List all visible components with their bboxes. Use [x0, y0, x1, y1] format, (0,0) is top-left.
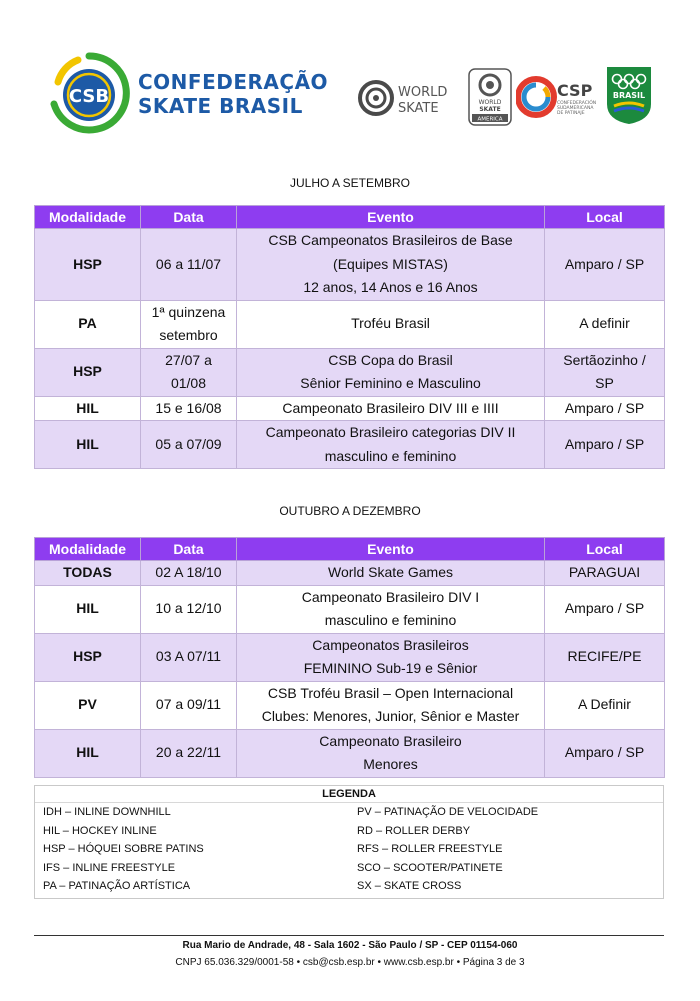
cell-data: 20 a 22/11 — [141, 729, 237, 777]
organization-name — [138, 70, 328, 118]
legend-right-column — [349, 803, 663, 896]
cell-evento: CSB Troféu Brasil – Open Internacional Clubes: Menores, Junior, Sênior e Master — [237, 681, 545, 729]
brasil-text: BRASIL — [612, 91, 646, 100]
cell-evento: Campeonato Brasileiro DIV III e IIII — [237, 396, 545, 421]
world-skate-america-logo-icon — [468, 68, 512, 126]
col-header-evento: Evento — [237, 206, 545, 229]
table-row — [35, 681, 665, 729]
legend-title: LEGENDA — [35, 786, 663, 803]
csp-sub3: DE PATINAJE — [557, 111, 585, 116]
cell-modalidade: HIL — [35, 585, 141, 633]
cell-modalidade: PA — [35, 300, 141, 348]
footer-address: Rua Mario de Andrade, 48 - Sala 1602 - São Paulo / SP - CEP 01154-060 — [182, 940, 518, 951]
cell-local: Amparo / SP — [545, 229, 665, 301]
csp-logo-icon — [516, 72, 606, 122]
table-header-row — [35, 538, 665, 561]
legend-item: PA – PATINAÇÃO ARTÍSTICA — [43, 880, 191, 892]
page-header — [0, 0, 700, 140]
col-header-local: Local — [545, 538, 665, 561]
cell-local: Sertãozinho / SP — [545, 348, 665, 396]
wsa-text-line3: AMERICA — [477, 116, 503, 123]
legend-item: IDH – INLINE DOWNHILL — [43, 806, 171, 818]
cell-evento: Campeonato Brasileiro categorias DIV II masculino e feminino — [237, 421, 545, 469]
cell-evento: CSB Campeonatos Brasileiros de Base (Equipes MISTAS) 12 anos, 14 Anos e 16 Anos — [237, 229, 545, 301]
cell-data: 27/07 a 01/08 — [141, 348, 237, 396]
cell-data: 02 A 18/10 — [141, 561, 237, 586]
legend-item: SCO – SCOOTER/PATINETE — [357, 861, 503, 874]
legend-item: RD – ROLLER DERBY — [357, 824, 471, 837]
col-header-modalidade: Modalidade — [35, 206, 141, 229]
col-header-modalidade: Modalidade — [35, 538, 141, 561]
col-header-data: Data — [141, 538, 237, 561]
table-row — [35, 585, 665, 633]
cell-data: 07 a 09/11 — [141, 681, 237, 729]
section-title-jul-sep: JULHO A SETEMBRO — [289, 176, 411, 190]
cell-modalidade: HIL — [35, 396, 141, 421]
table-header-row — [35, 206, 665, 229]
wsa-text-line2: SKATE — [479, 106, 501, 113]
footer-divider — [34, 935, 664, 936]
cell-modalidade: HSP — [35, 348, 141, 396]
csp-text: CSP — [557, 81, 593, 100]
cell-local: Amparo / SP — [545, 729, 665, 777]
cell-evento: Campeonato Brasileiro DIV I masculino e feminino — [237, 585, 545, 633]
cell-evento: World Skate Games — [237, 561, 545, 586]
schedule-table-jul-sep — [34, 205, 665, 469]
table-row — [35, 633, 665, 681]
org-name-line1: CONFEDERAÇÃO — [138, 70, 329, 94]
legend-item: SX – SKATE CROSS — [357, 880, 462, 892]
cell-modalidade: HSP — [35, 633, 141, 681]
cell-local: A Definir — [545, 681, 665, 729]
legend-item: HSP – HÓQUEI SOBRE PATINS — [43, 843, 204, 855]
table-row — [35, 396, 665, 421]
cell-evento: Campeonato Brasileiro Menores — [237, 729, 545, 777]
cell-data: 03 A 07/11 — [141, 633, 237, 681]
cell-modalidade: HSP — [35, 229, 141, 301]
csp-sub1: CONFEDERACIÓN — [557, 101, 597, 106]
world-skate-logo-icon — [356, 78, 466, 118]
cell-local: A definir — [545, 300, 665, 348]
schedule-table-oct-dec — [34, 537, 665, 778]
cell-local: Amparo / SP — [545, 585, 665, 633]
legend-box — [34, 785, 664, 899]
cell-local: RECIFE/PE — [545, 633, 665, 681]
cell-data: 06 a 11/07 — [141, 229, 237, 301]
footer-contact: CNPJ 65.036.329/0001-58 • csb@csb.esp.br • www.csb.esp.br • Página 3 de 3 — [175, 957, 525, 968]
col-header-local: Local — [545, 206, 665, 229]
cell-data: 15 e 16/08 — [141, 396, 237, 421]
csp-sub2: SUDAMERICANA — [557, 106, 594, 111]
ws-text-line2: SKATE — [398, 101, 439, 116]
legend-item: HIL – HOCKEY INLINE — [43, 824, 157, 837]
legend-item: IFS – INLINE FREESTYLE — [43, 861, 176, 874]
col-header-data: Data — [141, 206, 237, 229]
legend-item: PV – PATINAÇÃO DE VELOCIDADE — [357, 806, 539, 818]
col-header-evento: Evento — [237, 538, 545, 561]
table-row — [35, 729, 665, 777]
cell-local: PARAGUAI — [545, 561, 665, 586]
cell-local: Amparo / SP — [545, 396, 665, 421]
csb-logo-text: CSB — [68, 86, 110, 107]
table-row — [35, 421, 665, 469]
table-row — [35, 229, 665, 301]
cell-evento: Campeonatos Brasileiros FEMININO Sub-19 e Sênior — [237, 633, 545, 681]
cell-modalidade: HIL — [35, 421, 141, 469]
cell-data: 1ª quinzena setembro — [141, 300, 237, 348]
legend-left-column — [35, 803, 349, 896]
table-row — [35, 561, 665, 586]
table-row — [35, 300, 665, 348]
cell-evento: CSB Copa do Brasil Sênior Feminino e Masculino — [237, 348, 545, 396]
cell-data: 05 a 07/09 — [141, 421, 237, 469]
org-name-line2: SKATE BRASIL — [138, 94, 303, 118]
cell-evento: Troféu Brasil — [237, 300, 545, 348]
csb-logo-icon — [48, 52, 130, 134]
section-title-oct-dec: OUTUBRO A DEZEMBRO — [279, 504, 421, 518]
cell-data: 10 a 12/10 — [141, 585, 237, 633]
legend-item: RFS – ROLLER FREESTYLE — [357, 843, 503, 855]
ws-text-line1: WORLD — [398, 85, 448, 100]
cell-modalidade: HIL — [35, 729, 141, 777]
cell-modalidade: PV — [35, 681, 141, 729]
table-row — [35, 348, 665, 396]
cell-local: Amparo / SP — [545, 421, 665, 469]
brasil-olympic-shield-icon — [604, 64, 654, 126]
cell-modalidade: TODAS — [35, 561, 141, 586]
wsa-text-line1: WORLD — [478, 99, 502, 106]
